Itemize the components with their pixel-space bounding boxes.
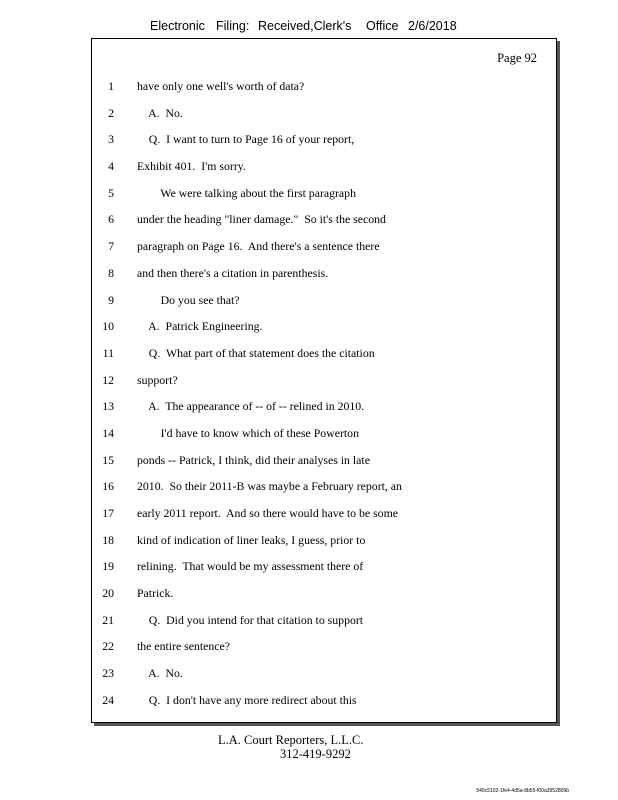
line-number: 17 (102, 506, 114, 520)
transcript-line (92, 420, 556, 447)
transcript-line (92, 553, 556, 580)
line-number: 9 (108, 292, 114, 307)
transcript-line (92, 500, 556, 527)
transcript-line (92, 313, 556, 340)
transcript-line (92, 233, 556, 260)
line-number: 7 (108, 239, 114, 254)
line-number: 11 (102, 345, 114, 360)
transcript-line (92, 153, 556, 180)
line-number: 12 (102, 372, 114, 387)
transcript-line (92, 660, 556, 687)
line-text: A. No. (137, 666, 183, 681)
transcript-line (92, 287, 556, 314)
transcript-line (92, 260, 556, 287)
line-number: 2 (108, 105, 114, 120)
line-number: 24 (102, 692, 114, 707)
transcript-line (92, 73, 556, 100)
line-text: kind of indication of liner leaks, I guess, prior to (137, 532, 366, 547)
line-number: 20 (102, 586, 114, 601)
transcript-line (92, 100, 556, 127)
line-text: Q. What part of that statement does the citation (137, 345, 375, 360)
line-number: 22 (102, 639, 114, 654)
line-number: 13 (102, 399, 114, 414)
transcript-line (92, 473, 556, 500)
line-number: 6 (108, 212, 114, 227)
line-text: paragraph on Page 16. And there's a sentence there (137, 239, 380, 254)
transcript-line (92, 633, 556, 660)
filing-word-electronic: Electronic (150, 19, 205, 33)
line-number: 19 (102, 559, 114, 574)
transcript-line (92, 527, 556, 554)
page-number: Page 92 (497, 51, 537, 65)
line-number: 5 (108, 185, 114, 200)
line-text: A. No. (137, 105, 183, 120)
transcript-lines (92, 73, 556, 714)
line-number: 8 (108, 265, 114, 280)
line-number: 1 (108, 79, 114, 93)
line-text: Patrick. (137, 586, 174, 601)
line-text: have only one well's worth of data? (137, 79, 305, 93)
line-number: 3 (108, 132, 114, 147)
line-text: A. Patrick Engineering. (137, 319, 263, 334)
transcript-line (92, 340, 556, 367)
footer-company: L.A. Court Reporters, L.L.C. (218, 733, 364, 747)
line-text: A. The appearance of -- of -- relined in 2010. (137, 399, 365, 414)
line-text: Q. Did you intend for that citation to support (137, 612, 364, 627)
filing-word-received-clerks: Received,Clerk's (258, 19, 352, 33)
line-number: 15 (102, 452, 114, 467)
document-hash: 546c5102-1fe4-4d5a-8b55-f00a3952809b (476, 788, 569, 794)
line-text: early 2011 report. And so there would have to be some (137, 506, 398, 520)
line-text: Q. I don't have any more redirect about this (137, 692, 357, 707)
line-text: and then there's a citation in parenthesis. (137, 265, 329, 280)
filing-date: 2/6/2018 (408, 19, 457, 33)
line-text: I'd have to know which of these Powerton (137, 425, 359, 440)
line-number: 18 (102, 532, 114, 547)
line-text: support? (137, 372, 178, 387)
line-number: 16 (102, 479, 114, 494)
filing-word-filing: Filing: (216, 19, 250, 33)
filing-word-office: Office (366, 19, 399, 33)
line-number: 21 (102, 612, 114, 627)
line-text: Q. I want to turn to Page 16 of your report, (137, 132, 355, 147)
line-text: Exhibit 401. I'm sorry. (137, 159, 246, 174)
line-text: relining. That would be my assessment there of (137, 559, 364, 574)
line-number: 4 (108, 159, 114, 174)
transcript-line (92, 126, 556, 153)
transcript-line (92, 607, 556, 634)
line-number: 23 (102, 666, 114, 681)
transcript-line (92, 580, 556, 607)
transcript-page (91, 38, 557, 723)
line-text: ponds -- Patrick, I think, did their analyses in late (137, 452, 370, 467)
line-number: 14 (102, 425, 114, 440)
transcript-line (92, 393, 556, 420)
transcript-line (92, 367, 556, 394)
transcript-line (92, 180, 556, 207)
line-number: 10 (102, 319, 114, 334)
line-text: the entire sentence? (137, 639, 231, 654)
transcript-line (92, 206, 556, 233)
transcript-line (92, 687, 556, 714)
line-text: 2010. So their 2011-B was maybe a February report, an (137, 479, 402, 494)
line-text: Do you see that? (137, 292, 240, 307)
footer-phone: 312-419-9292 (280, 747, 351, 761)
transcript-line (92, 447, 556, 474)
line-text: under the heading "liner damage." So it's the second (137, 212, 386, 227)
line-text: We were talking about the first paragraph (137, 185, 356, 200)
